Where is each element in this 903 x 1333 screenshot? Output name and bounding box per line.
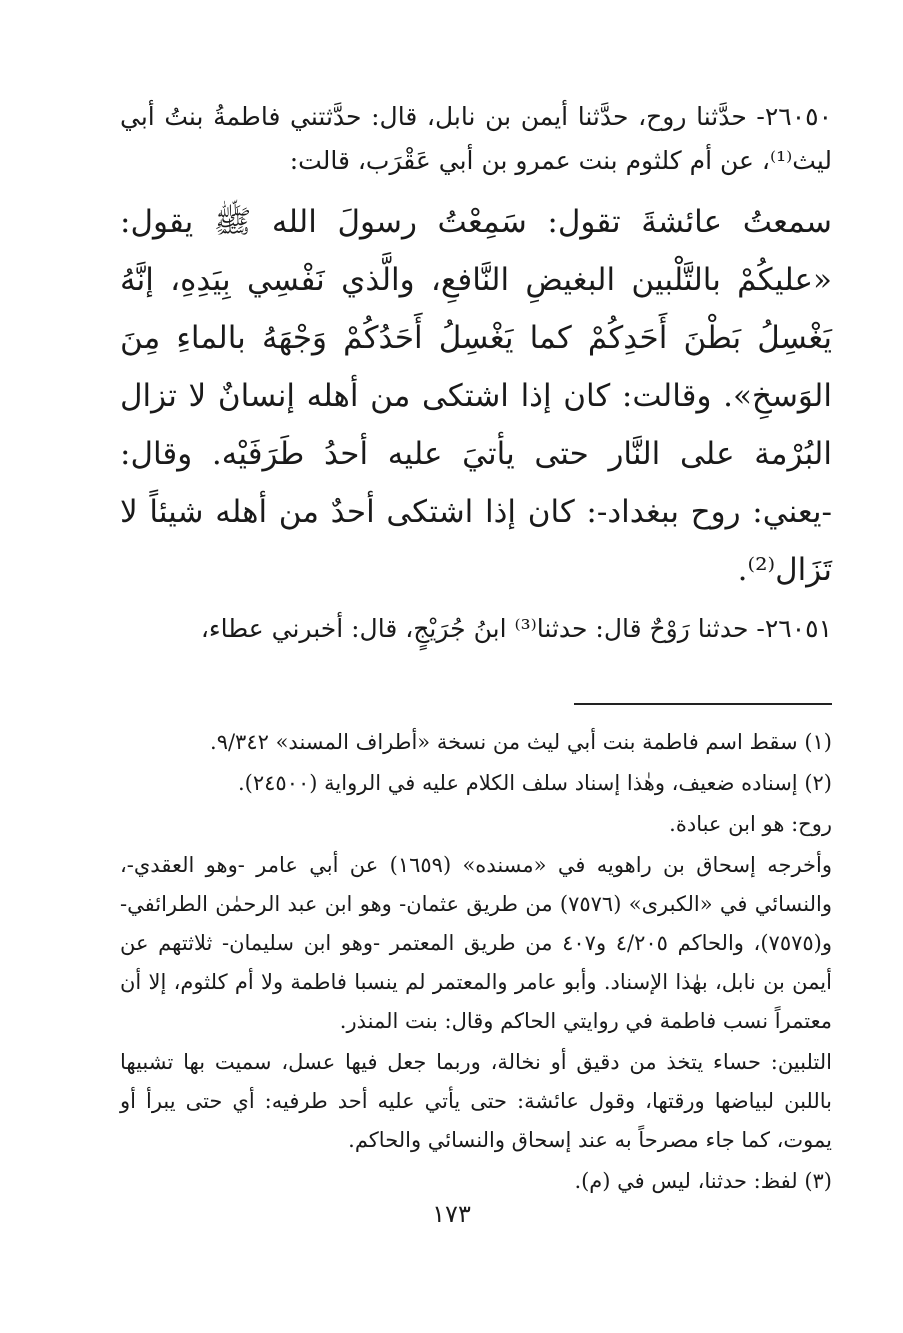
footnotes (120, 723, 832, 1201)
footnote-1: (١) سقط اسم فاطمة بنت أبي ليث من نسخة «أطراف المسند» ٩/٣٤٢. (210, 730, 832, 754)
hadith-26050-body: سمعتُ عائشةَ تقول: سَمِعْتُ رسولَ الله ﷺ يقول: «عليكُمْ بالتَّلْبين البغيضِ النَّافعِ، والَّذي نَفْسِي بِيَدِهِ، إنَّهُ يَغْسِلُ بَطْنَ أَحَدِكُمْ كما يَغْسِلُ أَحَدُكُمْ وَجْهَهُ بالماءِ مِنَ الوَسخِ». وقالت: كان إذا اشتكى من أهله إنسانٌ لا تزال البُرْمة على النَّار حتى يأتيَ عليه أحدُ طَرَفَيْه. وقال: -يعني: روح ببغداد-: كان إذا اشتكى أحدٌ من أهله شيئاً لا تَزَال⁽²⁾. (120, 204, 832, 588)
footnote-2: (٢) إسناده ضعيف، وهٰذا إسناد سلف الكلام عليه في الرواية (٢٤٥٠٠). (238, 771, 832, 795)
footnote-2-paragraph-3: التلبين: حساء يتخذ من دقيق أو نخالة، وربما جعل فيها عسل، سميت بها تشبيها باللبن لبياضها ورقتها، وقول عائشة: حتى يأتي عليه أحد طرفيه: أي حتى يبرأ أو يموت، كما جاء مصرحاً به عند إسحاق والنسائي والحاكم. (120, 1050, 832, 1152)
hadith-26051-header: ٢٦٠٥١- حدثنا رَوْحٌ قال: حدثنا⁽³⁾ ابنُ جُرَيْجٍ، قال: أخبرني عطاء، (200, 614, 832, 643)
footnote-divider-wrap (120, 703, 832, 705)
hadith-26050-header: ٢٦٠٥٠- حدَّثنا روح، حدَّثنا أيمن بن نابل، قال: حدَّثتني فاطمةُ بنتُ أبي ليث⁽¹⁾، عن أم كلثوم بنت عمرو بن أبي عَقْرَب، قالت: (120, 102, 832, 175)
footnote-2-line-2: روح: هو ابن عبادة. (669, 812, 832, 836)
page-content (120, 95, 832, 1203)
footnote-3: (٣) لفظ: حدثنا، ليس في (م). (574, 1169, 832, 1193)
page-number: ١٧٣ (432, 1200, 471, 1228)
footnote-2-paragraph-2: وأخرجه إسحاق بن راهويه في «مسنده» (١٦٥٩) عن أبي عامر -وهو العقدي-، والنسائي في «الكبرى» (٧٥٧٦) من طريق عثمان- وهو ابن عبد الرحمٰن الطرائفي- و(٧٥٧٥)، والحاكم ٤/٢٠٥ و٤٠٧ من طريق المعتمر -وهو ابن سليمان- ثلاثتهم عن أيمن بن نابل، بهٰذا الإسناد. وأبو عامر والمعتمر لم ينسبا فاطمة ولا أم كلثوم، إلا أن معتمراً نسب فاطمة في روايتي الحاكم وقال: بنت المنذر. (120, 853, 833, 1033)
footnote-divider (574, 703, 832, 705)
